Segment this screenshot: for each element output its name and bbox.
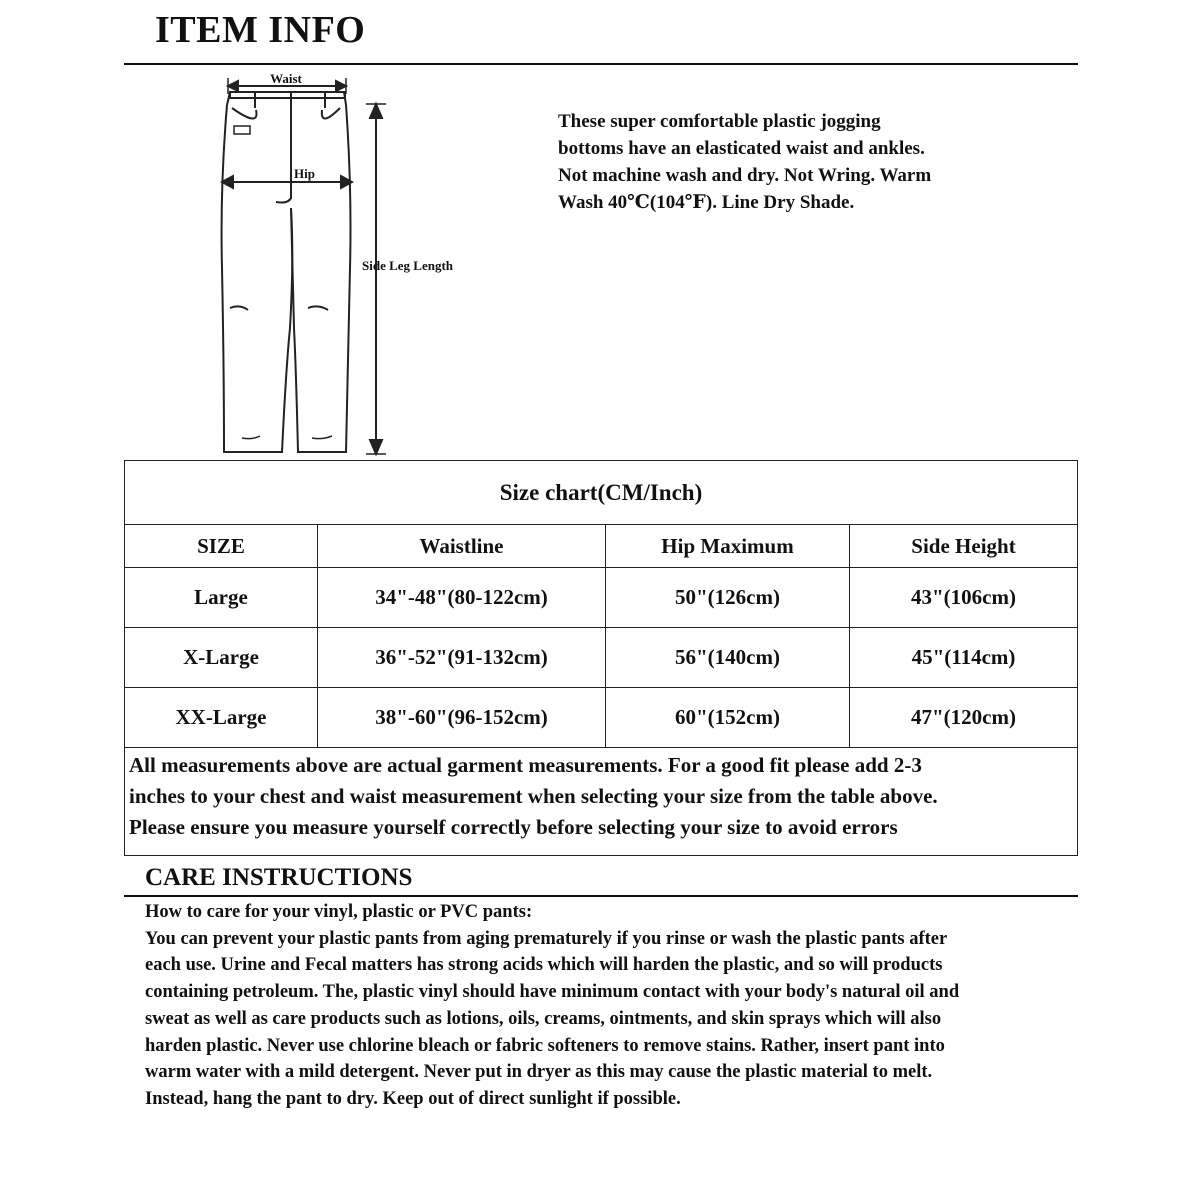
care-line: containing petroleum. The, plastic vinyl should have minimum contact with your body's natural oil and xyxy=(145,982,960,1003)
care-line: harden plastic. Never use chlorine bleach or fabric softeners to remove stains. Rather, insert pant into xyxy=(145,1035,945,1056)
hip-cell: 50"(126cm) xyxy=(606,568,850,628)
note-line: inches to your chest and waist measurement when selecting your size from the table above. xyxy=(129,784,938,808)
care-line: How to care for your vinyl, plastic or PVC pants: xyxy=(145,902,533,922)
table-header-row xyxy=(125,525,1078,568)
pants-tag xyxy=(234,126,250,134)
care-line: You can prevent your plastic pants from aging prematurely if you rinse or wash the plastic pants after xyxy=(145,928,948,949)
care-line: sweat as well as care products such as lotions, oils, creams, ointments, and skin sprays which will also xyxy=(145,1008,942,1029)
measurement-note xyxy=(124,746,1078,856)
description-line: Wash 40℃(104℉). Line Dry Shade. xyxy=(558,192,855,213)
size-cell: XX-Large xyxy=(125,688,318,748)
title-divider xyxy=(124,63,1078,65)
header-hip-maximum: Hip Maximum xyxy=(606,525,850,568)
note-line: Please ensure you measure yourself correctly before selecting your size to avoid errors xyxy=(129,815,898,839)
side-leg-length-label: Side Leg Length xyxy=(362,258,454,273)
hip-label: Hip xyxy=(294,166,315,181)
hip-cell: 60"(152cm) xyxy=(606,688,850,748)
care-line: each use. Urine and Fecal matters has strong acids which will harden the plastic, and so will products xyxy=(145,955,943,976)
table-row xyxy=(125,568,1078,628)
size-chart-title: Size chart(CM/Inch) xyxy=(125,461,1078,525)
size-cell: X-Large xyxy=(125,628,318,688)
header-waistline: Waistline xyxy=(318,525,606,568)
size-chart-table xyxy=(124,460,1078,748)
description-line: bottoms have an elasticated waist and ankles. xyxy=(558,138,925,159)
header-size: SIZE xyxy=(125,525,318,568)
waistline-cell: 38"-60"(96-152cm) xyxy=(318,688,606,748)
note-line: All measurements above are actual garment measurements. For a good fit please add 2-3 xyxy=(129,753,922,777)
side-height-cell: 45"(114cm) xyxy=(850,628,1078,688)
table-row xyxy=(125,628,1078,688)
page-title: ITEM INFO xyxy=(155,9,366,51)
product-description xyxy=(558,108,988,216)
hip-cell: 56"(140cm) xyxy=(606,628,850,688)
care-instructions-title: CARE INSTRUCTIONS xyxy=(145,864,413,891)
care-line: Instead, hang the pant to dry. Keep out of direct sunlight if possible. xyxy=(145,1088,681,1109)
description-line: These super comfortable plastic jogging xyxy=(558,111,881,132)
care-instructions-text xyxy=(145,899,1065,1113)
waist-label: Waist xyxy=(270,71,302,86)
header-side-height: Side Height xyxy=(850,525,1078,568)
pants-measurement-diagram xyxy=(200,68,490,460)
waistline-cell: 34"-48"(80-122cm) xyxy=(318,568,606,628)
pants-outline xyxy=(222,105,293,452)
waistline-cell: 36"-52"(91-132cm) xyxy=(318,628,606,688)
side-height-cell: 43"(106cm) xyxy=(850,568,1078,628)
table-row xyxy=(125,688,1078,748)
care-line: warm water with a mild detergent. Never put in dryer as this may cause the plastic material to melt. xyxy=(145,1062,933,1083)
size-cell: Large xyxy=(125,568,318,628)
description-line: Not machine wash and dry. Not Wring. Warm xyxy=(558,165,932,186)
care-divider xyxy=(124,895,1078,897)
side-height-cell: 47"(120cm) xyxy=(850,688,1078,748)
